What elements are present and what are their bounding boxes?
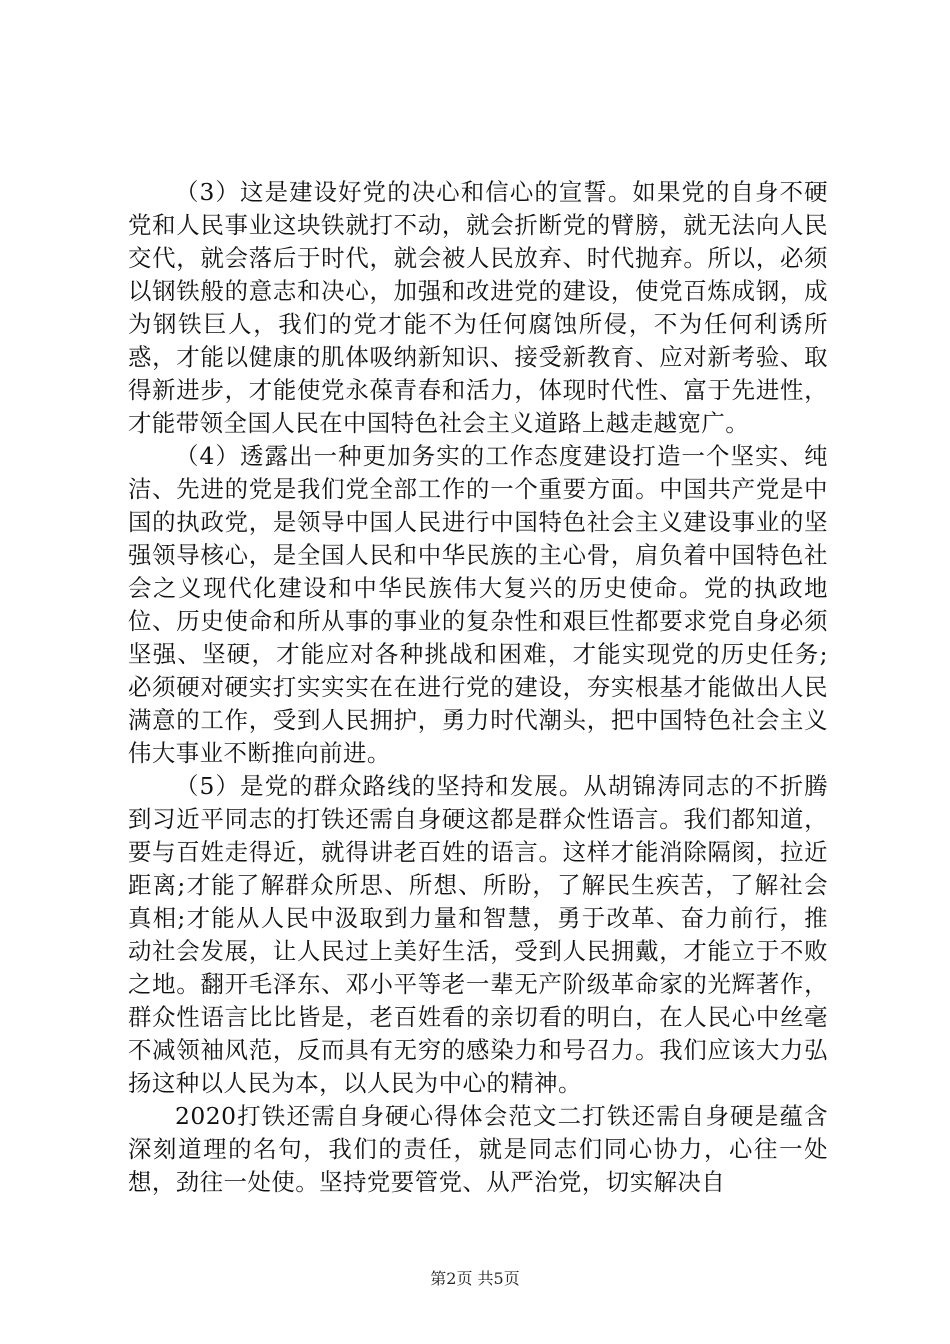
- paragraph-5: （5）是党的群众路线的坚持和发展。从胡锦涛同志的不折腾到习近平同志的打铁还需自身硬这都是群众性语言。我们都知道，要与百姓走得近，就得讲老百姓的语言。这样才能消除隔阂，拉近距离;才能了解群众所思、所想、所盼，了解民生疾苦，了解社会真相;才能从人民中汲取到力量和智慧，勇于改革、奋力前行，推动社会发展，让人民过上美好生活，受到人民拥戴，才能立于不败之地。翻开毛泽东、邓小平等老一辈无产阶级革命家的光辉著作，群众性语言比比皆是，老百姓看的亲切看的明白，在人民心中丝毫不减领袖风范，反而具有无穷的感染力和号召力。我们应该大力弘扬这种以人民为本，以人民为中心的精神。: [128, 772, 828, 1097]
- paragraph-essay-two: 2020打铁还需自身硬心得体会范文二打铁还需自身硬是蕴含深刻道理的名句，我们的责任，就是同志们同心协力，心往一处想，劲往一处使。坚持党要管党、从严治党，切实解决自: [128, 1102, 828, 1196]
- paragraph-3: （3）这是建设好党的决心和信心的宣誓。如果党的自身不硬党和人民事业这块铁就打不动，就会折断党的臂膀，就无法向人民交代，就会落后于时代，就会被人民放弃、时代抛弃。所以，必须以钢铁般的意志和决心，加强和改进党的建设，使党百炼成钢，成为钢铁巨人，我们的党才能不为任何腐蚀所侵，不为任何利诱所惑，才能以健康的肌体吸纳新知识、接受新教育、应对新考验、取得新进步，才能使党永葆青春和活力，体现时代性、富于先进性，才能带领全国人民在中国特色社会主义道路上越走越宽广。: [128, 178, 828, 437]
- paragraph-4: （4）透露出一种更加务实的工作态度建设打造一个坚实、纯洁、先进的党是我们党全部工作的一个重要方面。中国共产党是中国的执政党，是领导中国人民进行中国特色社会主义建设事业的坚强领导核心，是全国人民和中华民族的主心骨，肩负着中国特色社会之义现代化建设和中华民族伟大复兴的历史使命。党的执政地位、历史使命和所从事的事业的复杂性和艰巨性都要求党自身必须坚强、坚硬，才能应对各种挑战和困难，才能实现党的历史任务;必须硬对硬实打实实实在在进行党的建设，夯实根基才能做出人民满意的工作，受到人民拥护，勇力时代潮头，把中国特色社会主义伟大事业不断推向前进。: [128, 442, 828, 767]
- page-number-footer: 第2页 共5页: [430, 1269, 520, 1288]
- document-body: [128, 176, 828, 1199]
